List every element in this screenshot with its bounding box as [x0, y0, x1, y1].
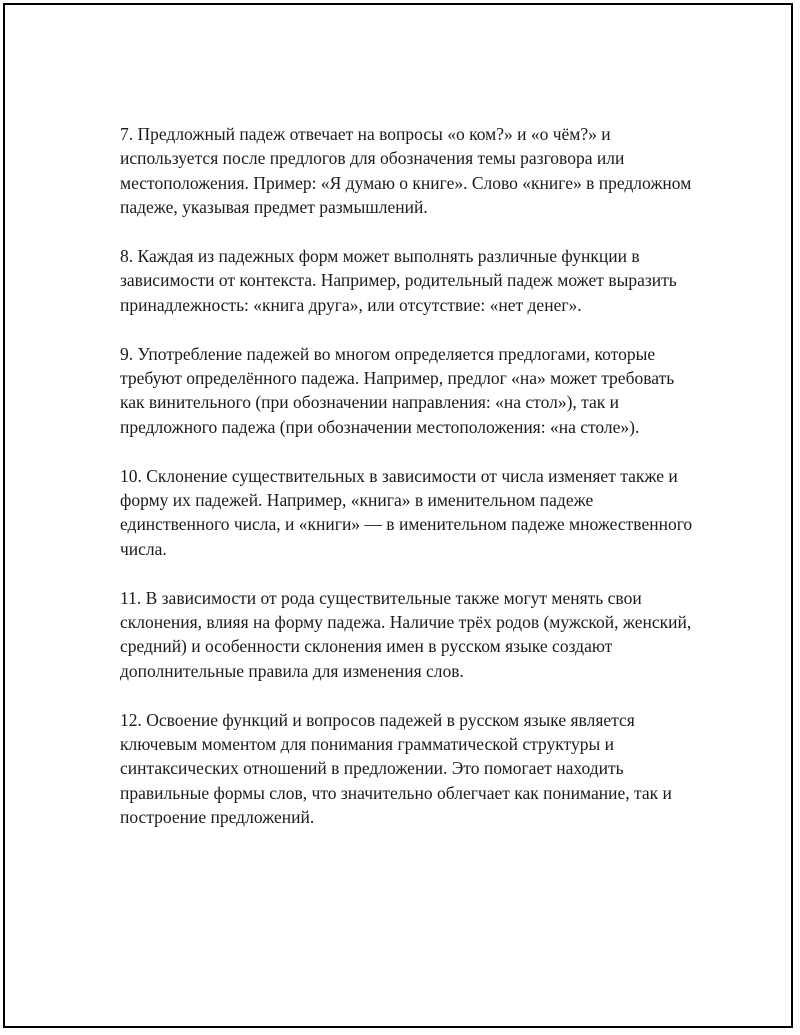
paragraph-8: 8. Каждая из падежных форм может выполнять различные функции в зависимости от контекста. Например, родительный падеж может выразить принадлежность: «книга друга», или отсутствие: «нет денег». — [120, 246, 677, 315]
paragraph-12: 12. Освоение функций и вопросов падежей в русском языке является ключевым моментом для понимания грамматической структуры и синтаксических отношений в предложении. Это помогает находить правильные формы слов, что значительно облегчает как понимание, так и построение предложений. — [120, 709, 672, 828]
paragraph-9: 9. Употребление падежей во многом определяется предлогами, которые требуют определённого падежа. Например, предлог «на» может требовать как винительного (при обозначении направления: «на стол»), так и предложного падежа (при обозначении местоположения: «на столе»). — [120, 343, 675, 437]
document-page — [3, 3, 793, 1028]
paragraph-7: 7. Предложный падеж отвечает на вопросы «о ком?» и «о чём?» и используется после предлогов для обозначения темы разговора или местоположения. Пример: «Я думаю о книге». Слово «книге» в предложном падеже, указывая предмет размышлений. — [120, 124, 692, 218]
paragraph-10: 10. Склонение существительных в зависимости от числа изменяет также и форму их падежей. Например, «книга» в именительном падеже единственного числа, и «книги» — в именительном падеже множественного числа. — [120, 465, 693, 559]
document-body — [120, 122, 700, 830]
paragraph-11: 11. В зависимости от рода существительные также могут менять свои склонения, влияя на форму падежа. Наличие трёх родов (мужской, женский, средний) и особенности склонения имен в русском языке создают дополнительные правила для изменения слов. — [120, 587, 692, 681]
